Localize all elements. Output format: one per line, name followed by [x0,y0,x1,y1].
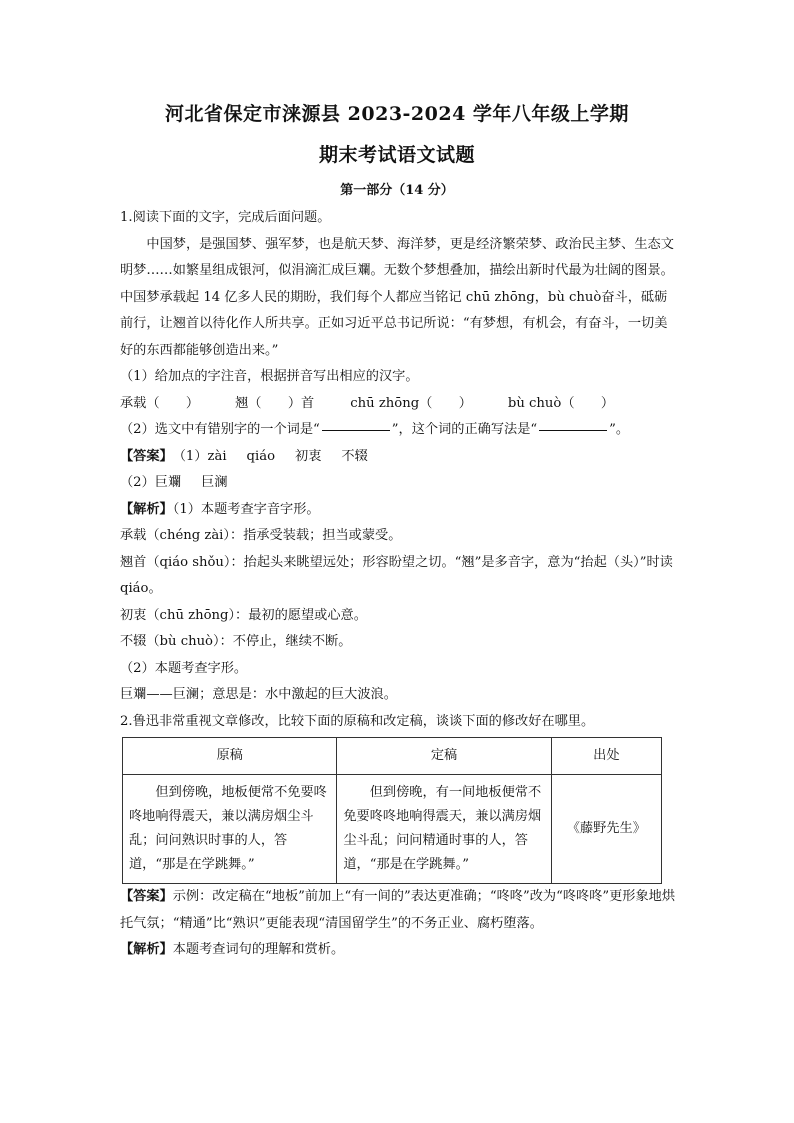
analysis-line: 承载（chéng zài）：指承受装载；担当或蒙受。 [120,528,402,543]
question-2-analysis [120,937,680,964]
answer-value: （2）巨斕 [120,475,182,490]
item-qiaoshou: 翘（ ）首 [235,395,315,411]
table-cell-source: 《藤野先生》 [551,775,661,884]
document-title-line-1: 河北省保定市涞源县 2023-2024 学年八年级上学期 [165,103,629,125]
sub-2-text-a: （2）选文中有错别字的一个词是“ [120,422,320,437]
answer-value: qiáo [246,448,276,464]
question-1-passage: 中国梦，是强国梦、强军梦，也是航天梦、海洋梦，更是经济繁荣梦、政治民主梦、生态文明梦……如繁星组成银河，似涓滴汇成巨斕。无数个梦想叠加，描绘出新时代最为壮阔的图景。中国梦承载起 14 亿多人民的期盼，我们每个人都应当铭记 chū zhōng，bù chuò奋斗，砥砺前行，让翘首以待化作人所共享。正如习近平总书记所说：“有梦想，有机会，有奋斗，一切美好的东西都能够创造出来。” [120,236,674,358]
table-row [123,775,662,884]
document-title-line-2: 期末考试语文试题 [318,144,475,166]
answer-text: 示例：改定稿在“地板”前加上“有一间的”表达更准确；“咚咚”改为“咚咚咚”更形象地烘托气氛；“精通”比“熟识”更能表现“清国留学生”的不务正业、腐朽堕落。 [120,889,676,931]
question-1-sub-2 [120,417,680,444]
answer-value: 巨澜 [201,475,228,490]
answer-blank-1 [322,429,390,431]
analysis-line: 巨斕——巨澜；意思是：水中激起的巨大波浪。 [120,687,397,702]
answer-label: 【答案】 [120,448,173,464]
sub-2-text-c: ”。 [609,422,630,437]
question-1-answer-line-1 [120,444,680,471]
analysis-text: 本题考查词句的理解和赏析。 [172,942,345,957]
analysis-text: （1）本题考查字音字形。 [172,501,320,517]
table-header: 原稿 [123,738,337,775]
table-header: 出处 [551,738,661,775]
question-1-analysis-line-1 [120,497,680,524]
document-body [120,205,680,964]
question-1-sub-1: （1）给加点的字注音，根据拼音写出相应的汉字。 [120,369,419,384]
table-header: 定稿 [337,738,551,775]
item-chuzhong: chū zhōng（ ） [350,395,472,411]
table-cell-original: 但到傍晚，地板便常不免要咚咚地响得震天，兼以满房烟尘斗乱；问问熟识时事的人，答道，“那是在学跳舞。” [123,775,337,884]
table-cell-final: 但到傍晚，有一间地板便常不免要咚咚地响得震天，兼以满房烟尘斗乱；问问精通时事的人，答道，“那是在学跳舞。” [337,775,551,884]
question-2-answer [120,884,680,937]
analysis-line: 不辍（bù chuò）：不停止，继续不断。 [120,634,352,649]
answer-value: （1）zài [172,448,227,464]
question-1-stem: 1.阅读下面的文字，完成后面问题。 [120,210,331,225]
question-2-stem: 2.鲁迅非常重视文章修改，比较下面的原稿和改定稿，谈谈下面的修改好在哪里。 [120,713,595,729]
analysis-line: （2）本题考查字形。 [120,660,248,676]
analysis-line: 翘首（qiáo shǒu）：抬起头来眺望远处；形容盼望之切。“翘”是多音字，意为“抬起（头）”时读 qiáo。 [120,554,673,596]
section-heading: 第一部分（14 分） [340,183,454,198]
answer-value: 不辍 [341,448,368,464]
question-1-sub-1-items [120,391,680,418]
answer-blank-2 [539,429,607,431]
table-header-row [123,738,662,775]
item-buchuo: bù chuò（ ） [507,395,615,411]
analysis-label: 【解析】 [120,501,173,517]
comparison-table [122,737,662,884]
item-chengzai: 承载（ ） [120,395,200,411]
question-1-answer-line-2 [120,470,680,497]
analysis-label: 【解析】 [120,942,173,957]
answer-value: 初衷 [295,448,322,464]
sub-2-text-b: ”，这个词的正确写法是“ [391,422,538,437]
analysis-line: 初衷（chū zhōng）：最初的愿望或心意。 [120,607,367,623]
answer-label: 【答案】 [120,889,173,904]
